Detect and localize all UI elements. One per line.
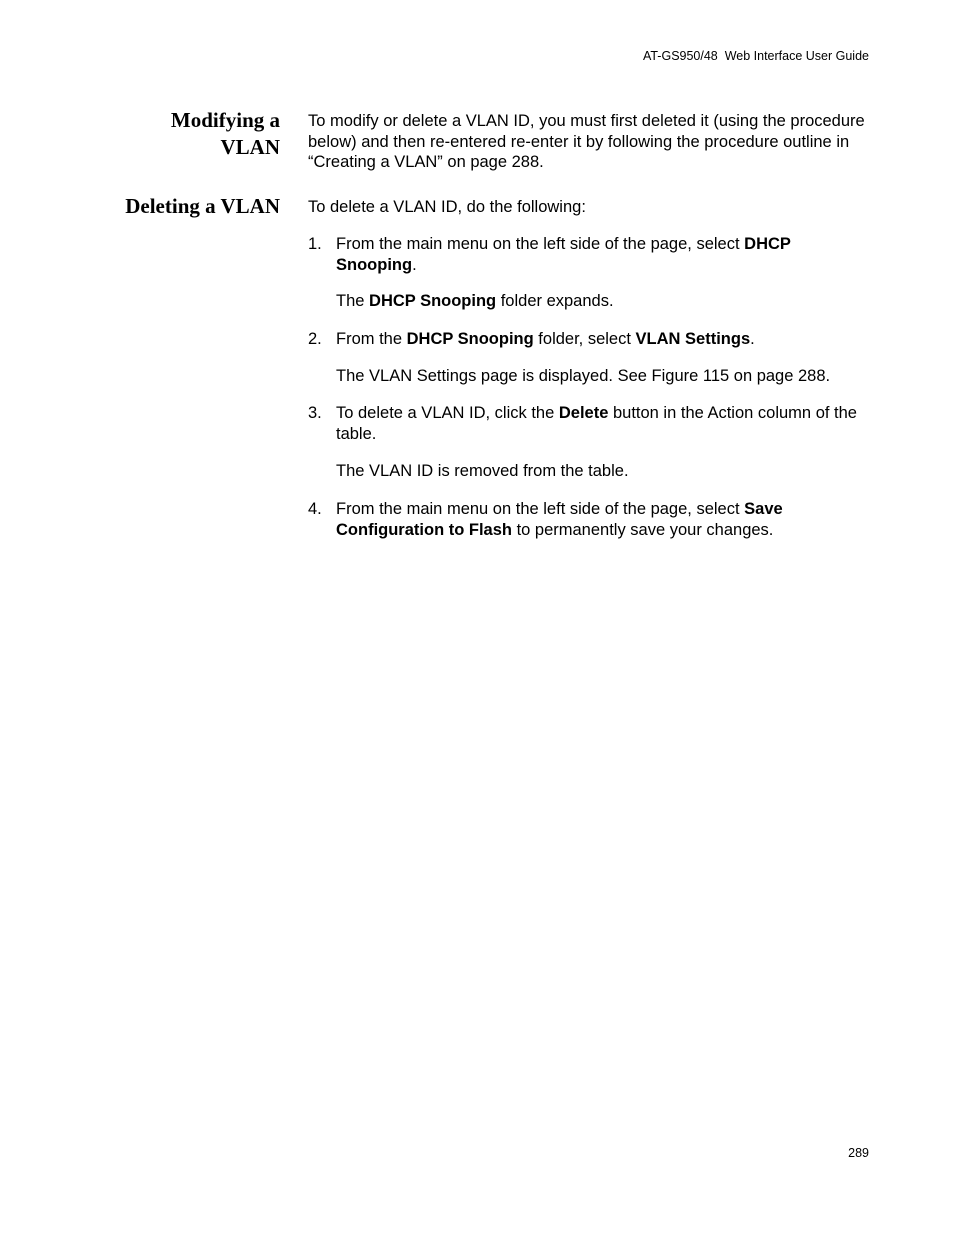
ui-term: DHCP Snooping [369, 292, 497, 310]
step-item [308, 329, 870, 350]
step-text: From the main menu on the left side of the page, select DHCP Snooping. [336, 235, 791, 274]
heading-line: VLAN [220, 135, 280, 159]
step-result: The DHCP Snooping folder expands. [336, 292, 614, 310]
step-number: 4. [308, 500, 322, 518]
ui-term: VLAN Settings [635, 330, 751, 348]
step-number: 3. [308, 404, 322, 422]
step-number: 1. [308, 235, 322, 253]
delete-intro-paragraph: To delete a VLAN ID, do the following: [308, 198, 586, 216]
ui-term: DHCP Snooping [336, 235, 791, 274]
section-heading-modifying-vlan [171, 107, 280, 161]
step-text: From the main menu on the left side of the page, select Save Configuration to Flash to permanently save your changes. [336, 500, 783, 539]
step-item [308, 234, 870, 275]
step-number: 2. [308, 330, 322, 348]
step-item [308, 499, 870, 540]
step-result: The VLAN ID is removed from the table. [336, 462, 629, 480]
running-header: AT-GS950/48 Web Interface User Guide [642, 49, 869, 63]
ui-term: Delete [558, 404, 609, 422]
step-text: From the DHCP Snooping folder, select VLAN Settings. [336, 330, 755, 348]
ui-term: DHCP Snooping [406, 330, 534, 348]
ui-term: Save Configuration to Flash [336, 500, 783, 539]
section-heading-deleting-vlan: Deleting a VLAN [125, 194, 280, 218]
step-item [308, 403, 870, 444]
modify-paragraph: To modify or delete a VLAN ID, you must first deleted it (using the procedure below) and then re-entered re-enter it by following the procedure outline in “Creating a VLAN” on page 288. [308, 112, 865, 171]
step-result: The VLAN Settings page is displayed. See Figure 115 on page 288. [336, 367, 831, 385]
heading-line: Modifying a [170, 108, 280, 132]
page-number: 289 [848, 1146, 869, 1160]
step-text: To delete a VLAN ID, click the Delete button in the Action column of the table. [336, 404, 857, 443]
